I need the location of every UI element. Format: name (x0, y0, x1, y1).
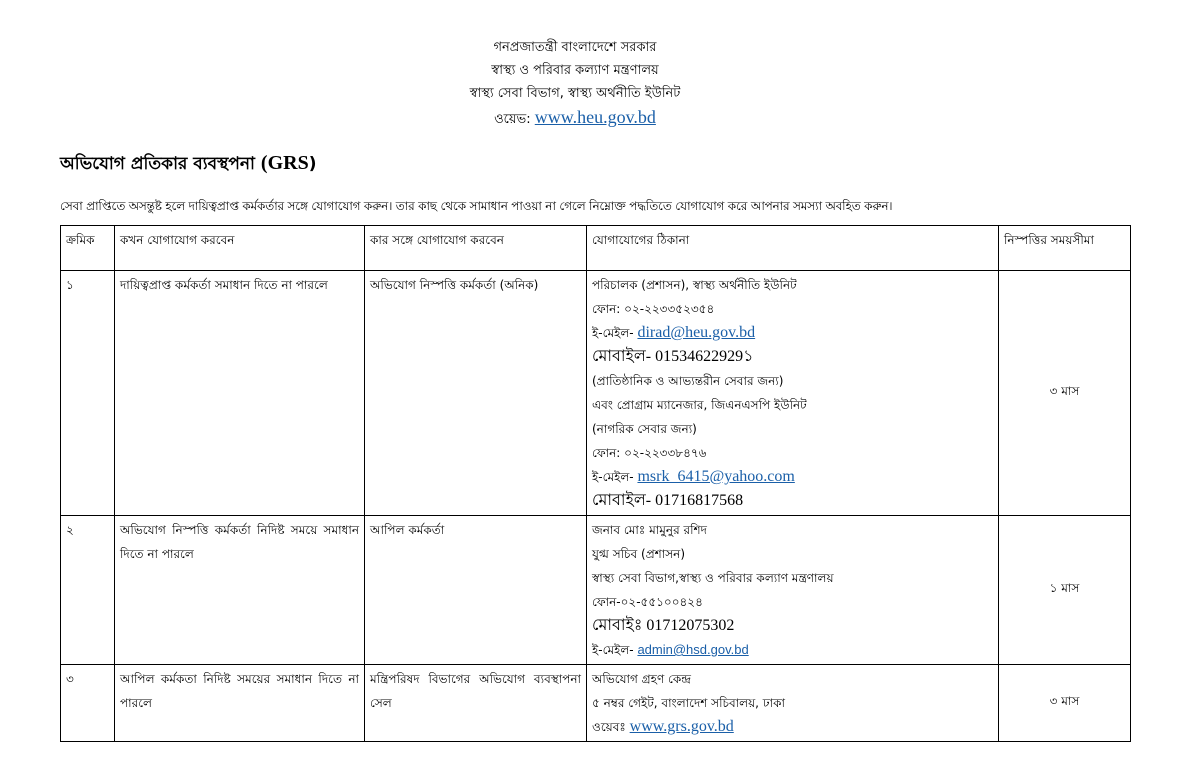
mobile-line: মোবাইল- 01716817568 (592, 492, 744, 509)
address-note: (প্রাতিষ্ঠানিক ও আভ্যন্তরীন সেবার জন্য) (592, 374, 784, 388)
website-link[interactable]: www.grs.gov.bd (629, 718, 734, 735)
email-label: ই-মেইল- (592, 326, 634, 340)
address-line: পরিচালক (প্রশাসন), স্বাস্থ্য অর্থনীতি ইউনিট (592, 278, 797, 292)
government-name: গনপ্রজাতন্ত্রী বাংলাদেশে সরকার (493, 40, 657, 55)
title-english: (GRS (260, 152, 309, 174)
email-label: ই-মেইল- (592, 470, 634, 484)
phone-line: ফোন: ০২-২২৩৩৫২৩৫৪ (592, 302, 715, 316)
address-line: অভিযোগ গ্রহণ কেন্দ্র (592, 672, 691, 686)
table-row (61, 271, 1131, 516)
header-address: যোগাযোগের ঠিকানা (587, 226, 999, 271)
serial-number: ২ (66, 523, 74, 537)
cell-when (115, 271, 365, 516)
website-link[interactable]: www.heu.gov.bd (534, 107, 656, 127)
header-timeframe: নিস্পত্তির সময়সীমা (999, 226, 1131, 271)
email-line (592, 321, 993, 345)
cell-timeframe: ১ মাস (999, 516, 1131, 665)
serial-number: ১ (66, 278, 74, 292)
cell-serial (61, 516, 115, 665)
whom-text: মন্ত্রিপরিষদ বিভাগের অভিযোগ ব্যবস্থাপনা সেল (370, 672, 581, 710)
address-line: ৫ নম্বর গেইট, বাংলাদেশ সচিবালয়, ঢাকা (592, 696, 785, 710)
address-note: (নাগরিক সেবার জন্য) (592, 422, 697, 436)
cell-address (587, 665, 999, 742)
title-close-paren: ) (308, 154, 317, 174)
ministry-name: স্বাস্থ্য ও পরিবার কল্যাণ মন্ত্রণালয় (491, 63, 659, 78)
page-title (60, 151, 317, 179)
table-row (61, 665, 1131, 742)
intro-text: সেবা প্রাপ্তিতে অসন্তুষ্ট হলে দায়িত্বপ্রাপ্ত কর্মকর্তার সঙ্গে যোগাযোগ করুন। তার কাছ থেকে সামাধান পাওয়া না গেলে নিম্নোক্ত পদ্ধতিতে যোগাযোগ করে আপনার সমস্যা অবহিত করুন। (60, 199, 893, 213)
cell-whom (365, 271, 587, 516)
mobile-line: মোবাইল- 01534622929১ (592, 348, 754, 365)
cell-when (115, 665, 365, 742)
cell-serial (61, 271, 115, 516)
address-line: জনাব মোঃ মামুনুর রশিদ (592, 523, 707, 537)
website-label: ওয়েবঃ (592, 720, 626, 734)
email-link[interactable]: dirad@heu.gov.bd (637, 324, 756, 341)
phone-line: ফোন: ০২-২২৩৩৮৪৭৬ (592, 446, 707, 460)
grs-table (60, 225, 1131, 742)
website-line (592, 715, 993, 739)
cell-timeframe: ৩ মাস (999, 665, 1131, 742)
document-header (0, 36, 1150, 132)
cell-serial (61, 665, 115, 742)
header-whom: কার সঙ্গে যোগাযোগ করবেন (365, 226, 587, 271)
header-when: কখন যোগাযোগ করবেন (115, 226, 365, 271)
email-line (592, 465, 993, 489)
whom-text: অভিযোগ নিস্পত্তি কর্মকর্তা (অনিক) (370, 278, 539, 292)
mobile-line: মোবাইঃ 01712075302 (592, 617, 735, 634)
when-text: আপিল কর্মকতা নিদিষ্ট সময়ের সমাধান দিতে না পারলে (120, 672, 359, 710)
cell-address (587, 516, 999, 665)
when-text: অভিযোগ নিস্পত্তি কর্মকর্তা নিদিষ্ট সময়ে সমাধান দিতে না পারলে (120, 523, 359, 561)
cell-address (587, 271, 999, 516)
whom-text: আপিল কর্মকর্তা (370, 523, 445, 537)
website-label: ওয়েভ: (494, 112, 531, 127)
email-line (592, 638, 993, 662)
cell-when (115, 516, 365, 665)
address-line: স্বাস্থ্য সেবা বিভাগ,স্বাস্থ্য ও পরিবার কল্যাণ মন্ত্রণালয় (592, 571, 834, 585)
title-bengali: অভিযোগ প্রতিকার ব্যবস্থপনা (60, 154, 255, 174)
table-row (61, 516, 1131, 665)
when-text: দায়িত্বপ্রাপ্ত কর্মকর্তা সমাধান দিতে না পারলে (120, 278, 328, 292)
cell-timeframe: ৩ মাস (999, 271, 1131, 516)
website-line (0, 105, 1150, 132)
phone-line: ফোন-০২-৫৫১০০৪২৪ (592, 595, 703, 609)
email-link[interactable]: msrk_6415@yahoo.com (637, 468, 795, 485)
header-serial: ক্রমিক (61, 226, 115, 271)
table-header-row (61, 226, 1131, 271)
address-line: যুগ্ম সচিব (প্রশাসন) (592, 547, 686, 561)
email-label: ই-মেইল- (592, 643, 634, 657)
cell-whom (365, 516, 587, 665)
email-link[interactable]: admin@hsd.gov.bd (637, 642, 749, 657)
address-line: এবং প্রোগ্রাম ম্যানেজার, জিএনএসপি ইউনিট (592, 398, 807, 412)
cell-whom (365, 665, 587, 742)
serial-number: ৩ (66, 672, 74, 686)
division-unit-name: স্বাস্থ্য সেবা বিভাগ, স্বাস্থ্য অর্থনীতি ইউনিট (469, 86, 681, 101)
